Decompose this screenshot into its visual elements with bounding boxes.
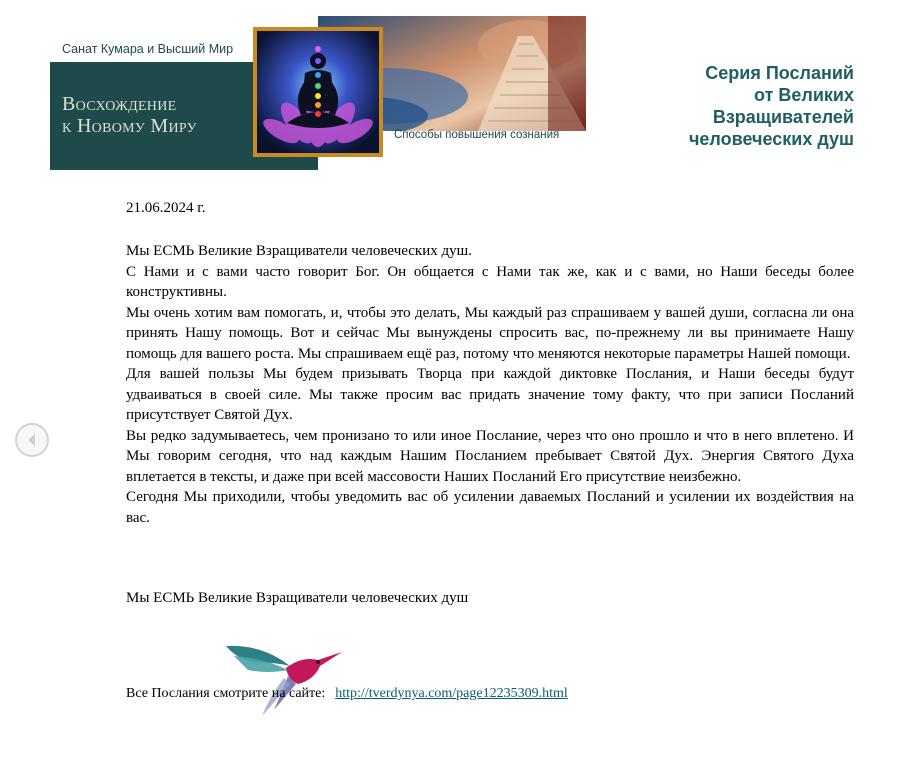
meditation-medallion [253, 27, 383, 157]
message-body [126, 241, 854, 528]
hummingbird-icon [222, 640, 346, 720]
series-title-line-1: Серия Посланий [705, 63, 854, 83]
footer [126, 686, 568, 702]
paragraph-2: С Нами и с вами часто говорит Бог. Он общается с Нами так же, как и с вами, но Наши беседы более конструктивны. [126, 263, 854, 300]
chevron-left-icon [25, 433, 39, 447]
series-title-line-2: от Великих [754, 85, 854, 105]
series-title [689, 62, 854, 150]
prev-page-button[interactable] [15, 423, 49, 457]
paragraph-6: Сегодня Мы приходили, чтобы уведомить вас об усилении даваемых Посланий и усилении их воздействия на вас. [126, 489, 854, 526]
paragraph-1: Мы ЕСМЬ Великие Взращиватели человеческих душ. [126, 243, 472, 259]
paragraph-4: Для вашей пользы Мы будем призывать Творца при каждой диктовке Послания, и Наши беседы будут удваиваться в своей силе. Мы также просим вас придать значение тому факту, что при записи Посланий присутствует Святой Дух. [126, 366, 854, 423]
paragraph-5: Вы редко задумываетесь, чем пронизано то или иное Послание, через что оно прошло и что в него вплетено. И Мы говорим сегодня, что над каждым Нашим Посланием пребывает Святой Дух. Энергия Святого Духа вплетается в тексты, и даже при всей массовости Наших Посланий Его присутствие неизбежно. [126, 427, 854, 485]
series-title-line-3: Взращивателей [712, 107, 854, 127]
header-banner [50, 16, 586, 170]
banner-title [62, 93, 197, 137]
paragraph-3: Мы очень хотим вам помогать, и, чтобы это делать, Мы каждый раз спрашиваем у вашей души, согласна ли она принять Нашу помощь. Вот и сейчас Мы вынуждены спросить вас, по-прежнему ли вы принимаете Нашу помощь для вашего роста. Мы спрашиваем ещё раз, потому что меняются некоторые параметры Нашей помощи. [126, 304, 854, 362]
banner-caption-top: Санат Кумара и Высший Мир [62, 42, 234, 56]
signature: Мы ЕСМЬ Великие Взращиватели человеческих душ [126, 590, 469, 606]
banner-title-line-1: Восхождение [62, 93, 177, 115]
banner-caption-bottom: Способы повышения сознания [394, 129, 560, 141]
footer-label: Все Послания смотрите на сайте: [126, 686, 326, 701]
message-date: 21.06.2024 г. [126, 200, 206, 216]
site-link[interactable]: http://tverdynya.com/page12235309.html [335, 686, 568, 701]
series-title-line-4: человеческих душ [688, 129, 854, 149]
banner-title-line-2: к Новому Миру [62, 115, 197, 137]
